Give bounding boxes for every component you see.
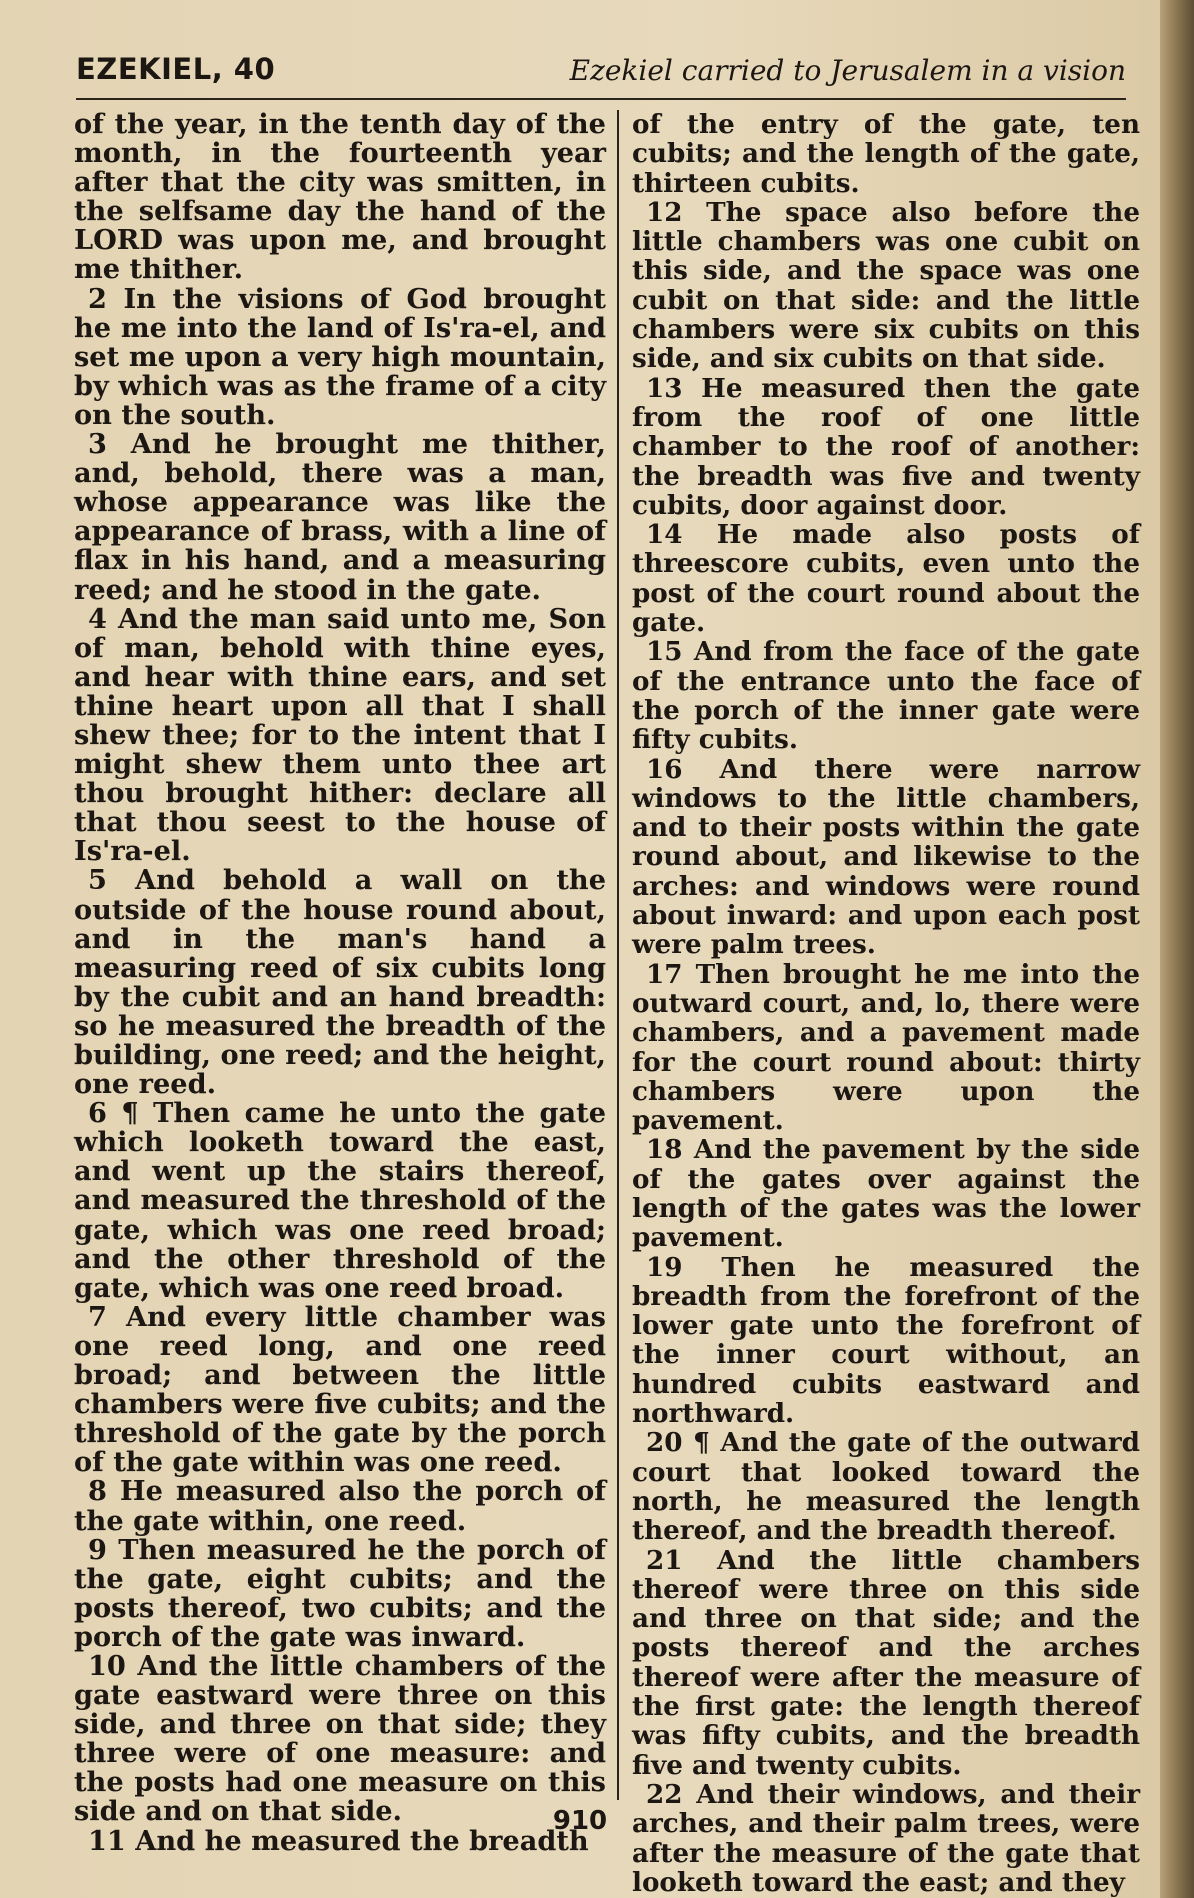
verse-1-continued: of the year, in the tenth day of the month, in the fourteenth year after that the city was smitten, in the selfsame day the hand of the LORD was upon me, and brought me thither. xyxy=(74,108,606,286)
verse-16: 16 And there were narrow windows to the little chambers, and to their posts within the gate round about, and likewise to the arches: and windows were round about inward: and upon each post were palm trees. xyxy=(632,753,1140,961)
verse-8: 8 He measured also the porch of the gate within, one reed. xyxy=(74,1475,606,1537)
page-edge-shadow xyxy=(1160,0,1194,1898)
verse-20: 20 ¶ And the gate of the outward court that looked toward the north, he measured the length thereof, and the breadth thereof. xyxy=(632,1427,1140,1547)
header-rule xyxy=(76,98,1126,100)
verse-11-continued: of the entry of the gate, ten cubits; and the length of the gate, thirteen cubits. xyxy=(632,109,1140,199)
running-title: Ezekiel carried to Jerusalem in a vision xyxy=(569,54,1126,87)
verse-17: 17 Then brought he me into the outward court, and, lo, there were chambers, and a pavement made for the court round about: thirty chambers were upon the pavement. xyxy=(632,958,1140,1137)
column-divider xyxy=(617,110,619,1800)
verse-9: 9 Then measured he the porch of the gate, eight cubits; and the posts thereof, two cubits; and the porch of the gate was inward. xyxy=(74,1533,606,1653)
right-column xyxy=(632,109,1140,1898)
verse-18: 18 And the pavement by the side of the gates over against the length of the gates was the lower pavement. xyxy=(632,1134,1140,1254)
verse-10: 10 And the little chambers of the gate eastward were three on this side, and three on that side; they three were of one measure: and the posts had one measure on this side and on that side. xyxy=(74,1649,606,1828)
book-chapter-heading: EZEKIEL, 40 xyxy=(76,52,276,86)
verse-7: 7 And every little chamber was one reed long, and one reed broad; and between the little chambers were five cubits; and the threshold of the gate by the porch of the gate within was one reed. xyxy=(74,1300,606,1479)
verse-11-start: 11 And he measured the breadth xyxy=(88,1824,589,1857)
page-number: 910 xyxy=(552,1806,608,1836)
verse-13: 13 He measured then the gate from the roof of one little chamber to the roof of another: the breadth was five and twenty cubits, door against door. xyxy=(632,372,1140,521)
verse-5: 5 And behold a wall on the outside of the house round about, and in the man's hand a measuring reed of six cubits long by the cubit and an hand breadth: so he measured the breadth of the building, one reed; and the height, one reed. xyxy=(74,864,606,1101)
verse-14: 14 He made also posts of threescore cubits, even unto the post of the court round about the gate. xyxy=(632,519,1140,639)
verse-21: 21 And the little chambers thereof were three on this side and three on that side; and the posts thereof and the arches thereof were after the measure of the first gate: the length thereof was fifty cubits, and the breadth five and twenty cubits. xyxy=(632,1544,1140,1781)
running-head xyxy=(76,52,1126,102)
verse-15: 15 And from the face of the gate of the entrance unto the face of the porch of the inner gate were fifty cubits. xyxy=(632,636,1140,756)
verse-19: 19 Then he measured the breadth from the forefront of the lower gate unto the forefront of the inner court without, an hundred cubits eastward and northward. xyxy=(632,1251,1140,1430)
verse-3: 3 And he brought me thither, and, behold, there was a man, whose appearance was like the appearance of brass, with a line of flax in his hand, and a measuring reed; and he stood in the gate. xyxy=(74,428,606,606)
verse-6: 6 ¶ Then came he unto the gate which looketh toward the east, and went up the stairs thereof, and measured the threshold of the gate, which was one reed broad; and the other threshold of the gate, which was one reed broad. xyxy=(74,1097,606,1304)
verse-2: 2 In the visions of God brought he me into the land of Is'ra-el, and set me upon a very high mountain, by which was as the frame of a city on the south. xyxy=(74,282,606,431)
verse-22-start: 22 And their windows, and their arches, and their palm trees, were after the measure of the gate that looketh toward the east; and they xyxy=(632,1778,1140,1898)
verse-12: 12 The space also before the little chambers was one cubit on this side, and the space was one cubit on that side: and the little chambers were six cubits on this side, and six cubits on that side. xyxy=(632,196,1140,375)
verse-4: 4 And the man said unto me, Son of man, behold with thine eyes, and hear with thine ears, and set thine heart upon all that I shall shew thee; for to the intent that I might shew them unto thee art thou brought hither: declare all that thou seest to the house of Is'ra-el. xyxy=(74,602,606,868)
